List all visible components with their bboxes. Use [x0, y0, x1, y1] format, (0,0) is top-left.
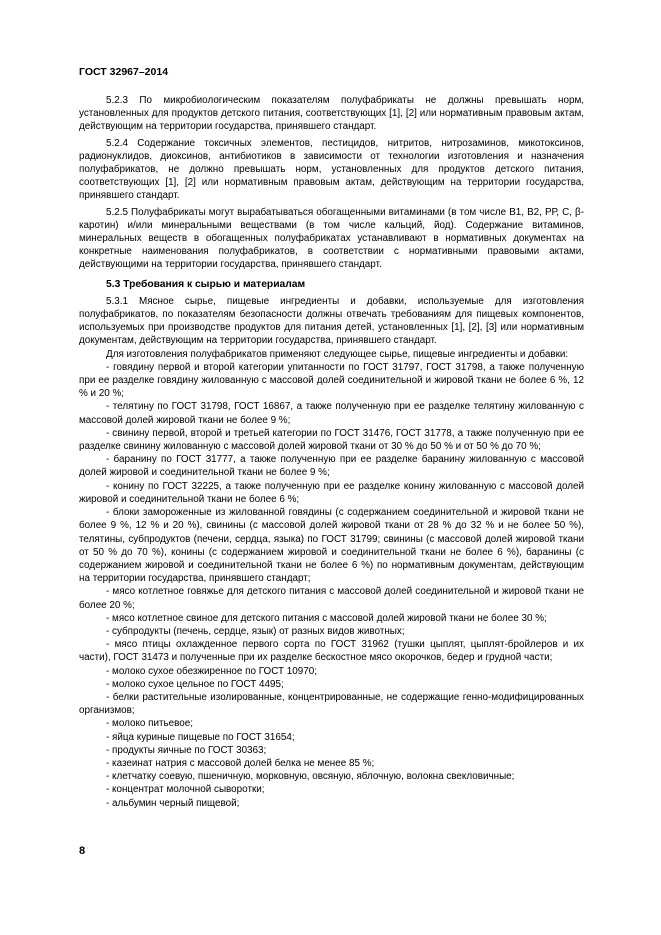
list-item: - молоко питьевое; — [106, 718, 194, 730]
list-item: - молоко сухое обезжиренное по ГОСТ 10970; — [106, 665, 317, 677]
list-item: - молоко сухое цельное по ГОСТ 4495; — [106, 678, 284, 690]
list-item: - конину по ГОСТ 32225, а также полученную при ее разделке конину жилованную с массовой долей жировой и соединительной ткани не более 6 %; — [79, 480, 584, 505]
list-item: - блоки замороженные из жилованной говядины (с содержанием соединительной и жировой ткани не более 9 %, 12 % и 20 %), свинины (с массовой долей жировой ткани от 28 % до 32 % и не более 50 %), телятины, субпродуктов (печени, сердца, языка) по ГОСТ 31799; свинины (с массовой долей жировой ткани от 50 % до 70 %), конины (с содержанием жировой и соединительной ткани не более 6 %), баранины (с содержанием жировой и соединительной ткани не более 6 %) по нормативным документам, действующим на территории государства, принявшего стандарт; — [79, 507, 584, 585]
document-body — [79, 94, 584, 810]
list-item: - альбумин черный пищевой; — [106, 797, 240, 809]
list-item: - казеинат натрия с массовой долей белка не менее 85 %; — [106, 757, 375, 769]
list-item: - концентрат молочной сыворотки; — [106, 784, 265, 796]
list-item: - говядину первой и второй категории упитанности по ГОСТ 31797, ГОСТ 31798, а также полученную при ее разделке говядину жилованную с массовой долей соединительной и жировой ткани не более 6 %, 12 % и 20 %; — [79, 361, 584, 400]
raw-materials-list — [79, 361, 584, 810]
list-item: - продукты яичные по ГОСТ 30363; — [106, 744, 267, 756]
list-item: - мясо птицы охлажденное первого сорта по ГОСТ 31962 (тушки цыплят, цыплят-бройлеров и их части), ГОСТ 31473 и полученные при их разделке бескостное мясо окорочков, бедер и грудной части; — [79, 639, 584, 664]
list-item: - свинину первой, второй и третьей категории по ГОСТ 31476, ГОСТ 31778, а также полученную при ее разделке свинину жилованную с массовой долей жировой ткани от 30 % до 50 % и от 50 % до 70 %; — [79, 427, 584, 453]
section-heading-5-3: 5.3 Требования к сырью и материалам — [106, 278, 306, 290]
paragraph-5-3-1: 5.3.1 Мясное сырье, пищевые ингредиенты и добавки, используемые для изготовления полуфабрикатов, по показателям безопасности должны отвечать требованиям для пищевых компонентов, используемых при производстве продуктов для питания детей, установленных [1], [2], [3] или нормативным документам, действующим на территории государства, принявшего стандарт. — [79, 295, 584, 347]
raw-materials-intro: Для изготовления полуфабрикатов применяют следующее сырье, пищевые ингредиенты и добавки: — [106, 348, 569, 360]
paragraph-5-2-3: 5.2.3 По микробиологическим показателям полуфабрикаты не должны превышать норм, установленных для продуктов детского питания, соответствующих [1], [2] или нормативным правовым актам, действующим на территории государства, принявшего стандарт. — [79, 95, 584, 133]
paragraph-5-2-5: 5.2.5 Полуфабрикаты могут вырабатываться обогащенными витаминами (в том числе В1, В2, РР, С, β-каротин) и/или минеральными веществами (в том числе кальций, йод). Содержание витаминов, минеральных веществ в обогащенных полуфабрикатах устанавливают в нормативных документах на конкретные наименования полуфабрикатов, в соответствии с нормативными правовыми актами, действующими на территории государства, принявшего стандарт. — [79, 206, 584, 271]
list-item: - субпродукты (печень, сердце, язык) от разных видов животных; — [106, 625, 405, 637]
list-item: - баранину по ГОСТ 31777, а также полученную при ее разделке баранину жилованную с массовой долей жировой и соединительной ткани не более 9 %; — [79, 454, 584, 479]
page-number: 8 — [79, 845, 86, 857]
paragraph-5-2-4: 5.2.4 Содержание токсичных элементов, пестицидов, нитритов, нитрозаминов, микотоксинов, радионуклидов, диоксинов, антибиотиков в зависимости от технологии изготовления и назначения полуфабрикатов, не должно превышать норм, установленных для продуктов детского питания, соответствующих [1], [2] или нормативным правовым актам, действующим на территории государства, принявшего стандарт. — [79, 137, 584, 202]
list-item: - яйца куриные пищевые по ГОСТ 31654; — [106, 731, 295, 743]
document-header: ГОСТ 32967–2014 — [79, 66, 169, 78]
list-item: - мясо котлетное свиное для детского питания с массовой долей жировой ткани не более 30 %; — [106, 612, 547, 624]
list-item: - белки растительные изолированные, концентрированные, не содержащие генно-модифицированных организмов; — [79, 691, 584, 717]
list-item: - телятину по ГОСТ 31798, ГОСТ 16867, а также полученную при ее разделке телятину жилованную с массовой долей жировой ткани не более 9 %; — [79, 401, 584, 426]
list-item: - мясо котлетное говяжье для детского питания с массовой долей соединительной и жировой ткани не более 20 %; — [79, 586, 584, 611]
list-item: - клетчатку соевую, пшеничную, морковную, овсяную, яблочную, волокна свекловичные; — [106, 771, 515, 783]
